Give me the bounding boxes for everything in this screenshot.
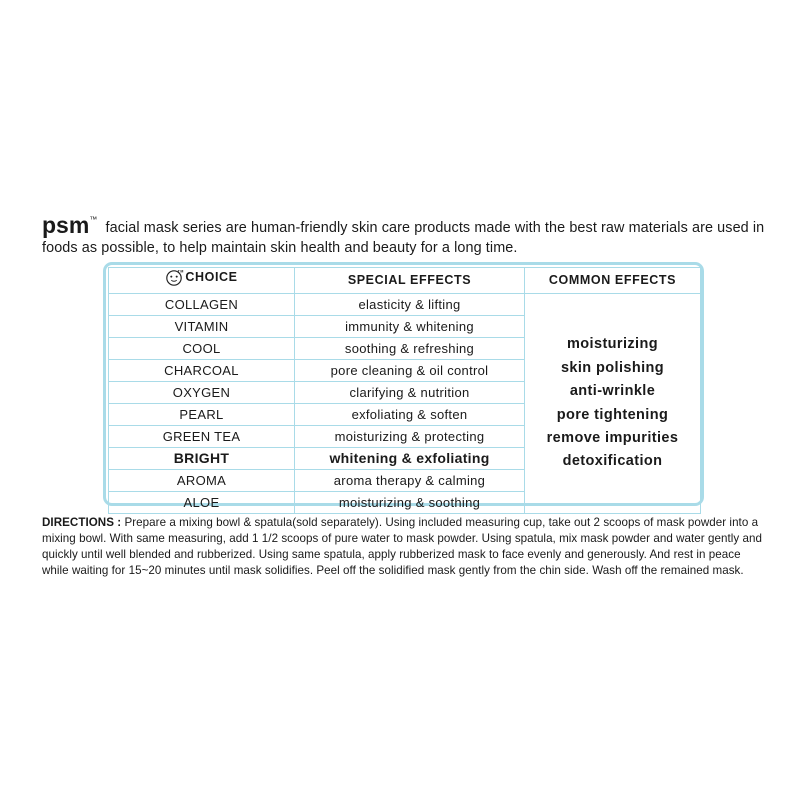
svg-text:TM: TM: [177, 269, 185, 274]
common-effect-item: remove impurities: [546, 429, 679, 446]
table-row: [109, 294, 701, 316]
common-effect-item: anti-wrinkle: [569, 383, 656, 400]
choice-cell: OXYGEN: [109, 382, 295, 404]
choice-cell: PEARL: [109, 404, 295, 426]
face-mask-icon: [165, 269, 183, 287]
special-effect-cell: moisturizing & protecting: [295, 426, 525, 448]
common-effect-item: skin polishing: [560, 359, 665, 376]
common-effect-item: pore tightening: [556, 406, 669, 423]
directions-paragraph: [42, 515, 764, 579]
choice-cell: AROMA: [109, 470, 295, 492]
choice-header: [109, 268, 295, 294]
special-effect-cell: exfoliating & soften: [295, 404, 525, 426]
choice-cell: COLLAGEN: [109, 294, 295, 316]
choice-header-label: CHOICE: [185, 270, 238, 285]
choice-cell: ALOE: [109, 492, 295, 514]
table-header-row: [109, 268, 701, 294]
special-effect-cell: moisturizing & soothing: [295, 492, 525, 514]
special-effect-cell: whitening & exfoliating: [295, 448, 525, 470]
trademark: ™: [89, 215, 98, 224]
effects-grid: [108, 267, 701, 514]
special-effect-cell: soothing & refreshing: [295, 338, 525, 360]
special-effect-cell: aroma therapy & calming: [295, 470, 525, 492]
choice-cell: BRIGHT: [109, 448, 295, 470]
intro-paragraph: [42, 210, 772, 258]
brand-logo: psm: [42, 212, 90, 238]
common-effects-header: COMMON EFFECTS: [525, 268, 701, 294]
choice-cell: GREEN TEA: [109, 426, 295, 448]
choice-cell: VITAMIN: [109, 316, 295, 338]
choice-cell: COOL: [109, 338, 295, 360]
special-effect-cell: immunity & whitening: [295, 316, 525, 338]
intro-text: facial mask series are human-friendly skin care products made with the best raw materials are used in foods as possible, to help maintain skin health and beauty for a long time.: [42, 220, 765, 256]
common-effect-item: moisturizing: [567, 336, 658, 353]
directions-text: Prepare a mixing bowl & spatula(sold separately). Using included measuring cup, take out 2 scoops of mask powder into a mixing bowl. With same measuring, add 1 1/2 scoops of pure water to mask powder. Using spatula, mix mask powder and water gently and quickly until well blended and rubberized. Using same spatula, apply rubberized mask to face evenly and generously. And rest in peace while waiting for 15~20 minutes until mask solidifies. Peel off the solidified mask gently from the chin side. Wash off the remained mask.: [42, 516, 762, 577]
special-effect-cell: pore cleaning & oil control: [295, 360, 525, 382]
choice-cell: CHARCOAL: [109, 360, 295, 382]
effects-table: [103, 262, 704, 510]
directions-label: DIRECTIONS :: [42, 516, 122, 529]
common-effect-item: detoxification: [562, 453, 663, 470]
special-effects-header: SPECIAL EFFECTS: [295, 268, 525, 294]
common-effects-cell: [525, 294, 701, 514]
special-effect-cell: clarifying & nutrition: [295, 382, 525, 404]
special-effect-cell: elasticity & lifting: [295, 294, 525, 316]
